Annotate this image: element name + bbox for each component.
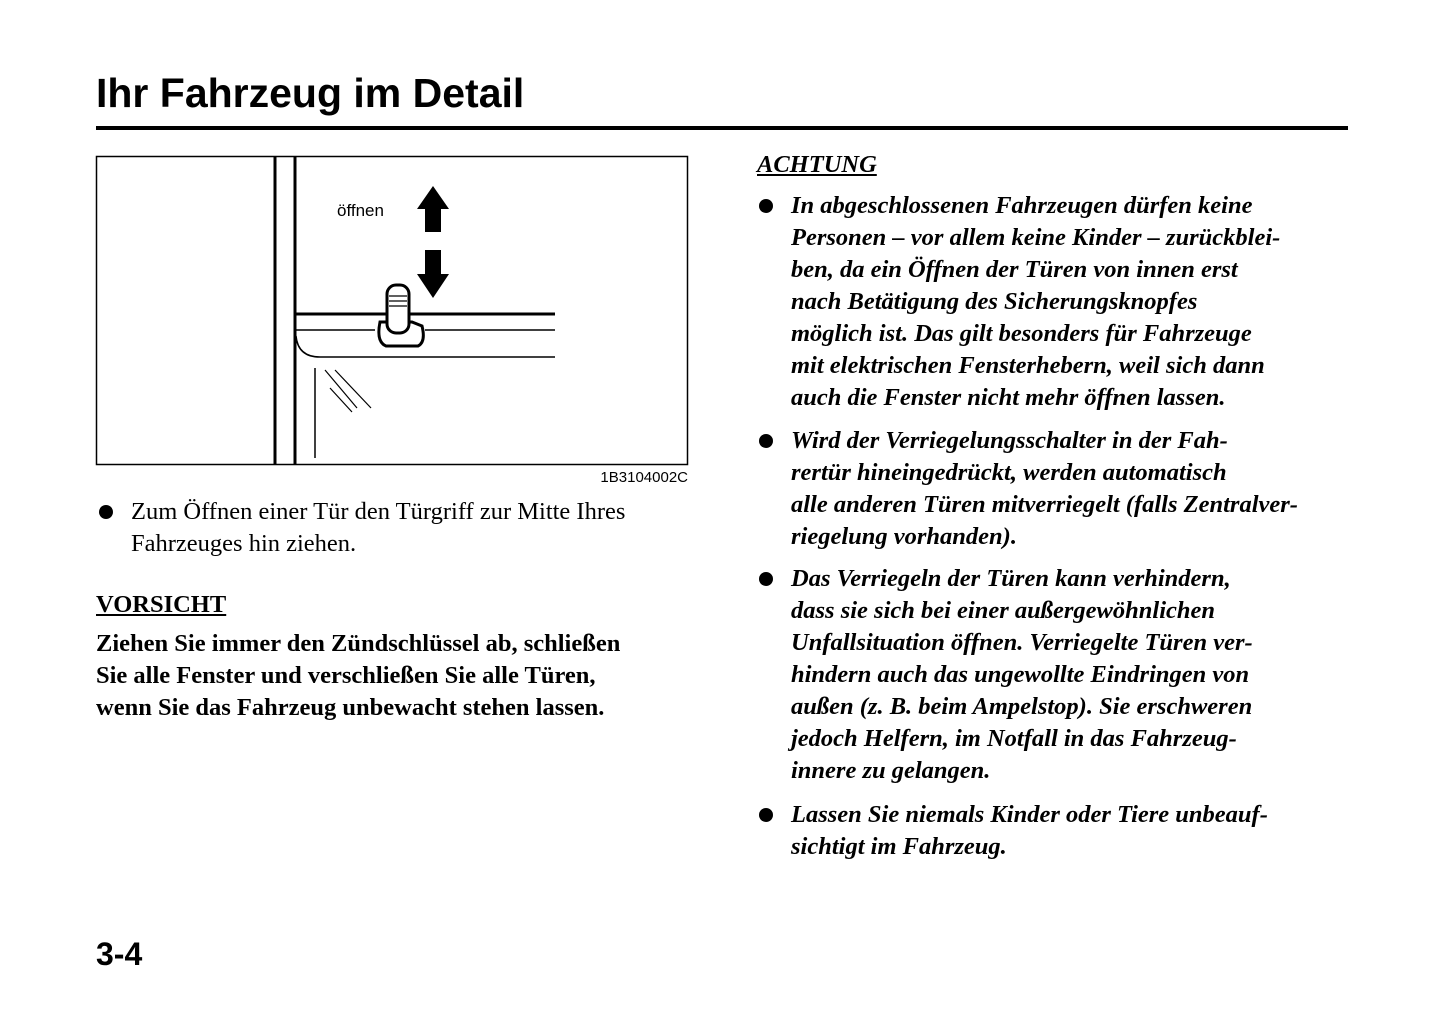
open-label: öffnen: [337, 201, 384, 220]
warning-item: In abgeschlossenen Fahrzeugen dürfen keine Personen – vor allem keine Kinder – zurückblei- ben, da ein Öffnen der Türen von innen erst nach Betätigung des Sicherungsknopfes möglich ist. Das gilt besonders für Fahrzeuge mit elektrischen Fensterhebern, weil sich dann auch die Fenster nicht mehr öffnen lassen.: [791, 192, 1281, 411]
instruction-text: Zum Öffnen einer Tür den Türgriff zur Mitte Ihres Fahrzeuges hin ziehen.: [131, 498, 626, 557]
arrow-down-icon: [417, 250, 449, 298]
caution-heading: VORSICHT: [96, 591, 227, 618]
warning-item: Wird der Verriegelungsschalter in der Fah- rertür hineingedrückt, werden automatisch alle anderen Türen mitverriegelt (falls Zentralver- riegelung vorhanden).: [791, 427, 1298, 550]
bullet-icon: [759, 199, 773, 213]
bullet-icon: [99, 505, 113, 519]
warning-item: Lassen Sie niemals Kinder oder Tiere unbeauf- sichtigt im Fahrzeug.: [791, 801, 1268, 860]
lock-knob: [387, 285, 409, 333]
list-item: [96, 496, 696, 560]
page-title: Ihr Fahrzeug im Detail: [96, 70, 525, 116]
warning-heading: ACHTUNG: [757, 151, 877, 178]
figure-code: 1B3104002C: [600, 469, 688, 486]
caution-text: Ziehen Sie immer den Zündschlüssel ab, schließen Sie alle Fenster und verschließen Sie alle Türen, wenn Sie das Fahrzeug unbewacht stehen lassen.: [96, 630, 621, 721]
warning-item: Das Verriegeln der Türen kann verhindern, dass sie sich bei einer außergewöhnlichen Unfallsituation öffnen. Verriegelte Türen ver- hindern auch das ungewollte Eindringen von außen (z. B. beim Ampelstop). Sie erschweren jedoch Helfern, im Notfall in das Fahrzeug- innere zu gelangen.: [791, 565, 1253, 784]
arrow-up-icon: [417, 186, 449, 232]
bullet-icon: [759, 808, 773, 822]
bullet-icon: [759, 434, 773, 448]
page-number: 3-4: [96, 936, 143, 972]
bullet-icon: [759, 572, 773, 586]
